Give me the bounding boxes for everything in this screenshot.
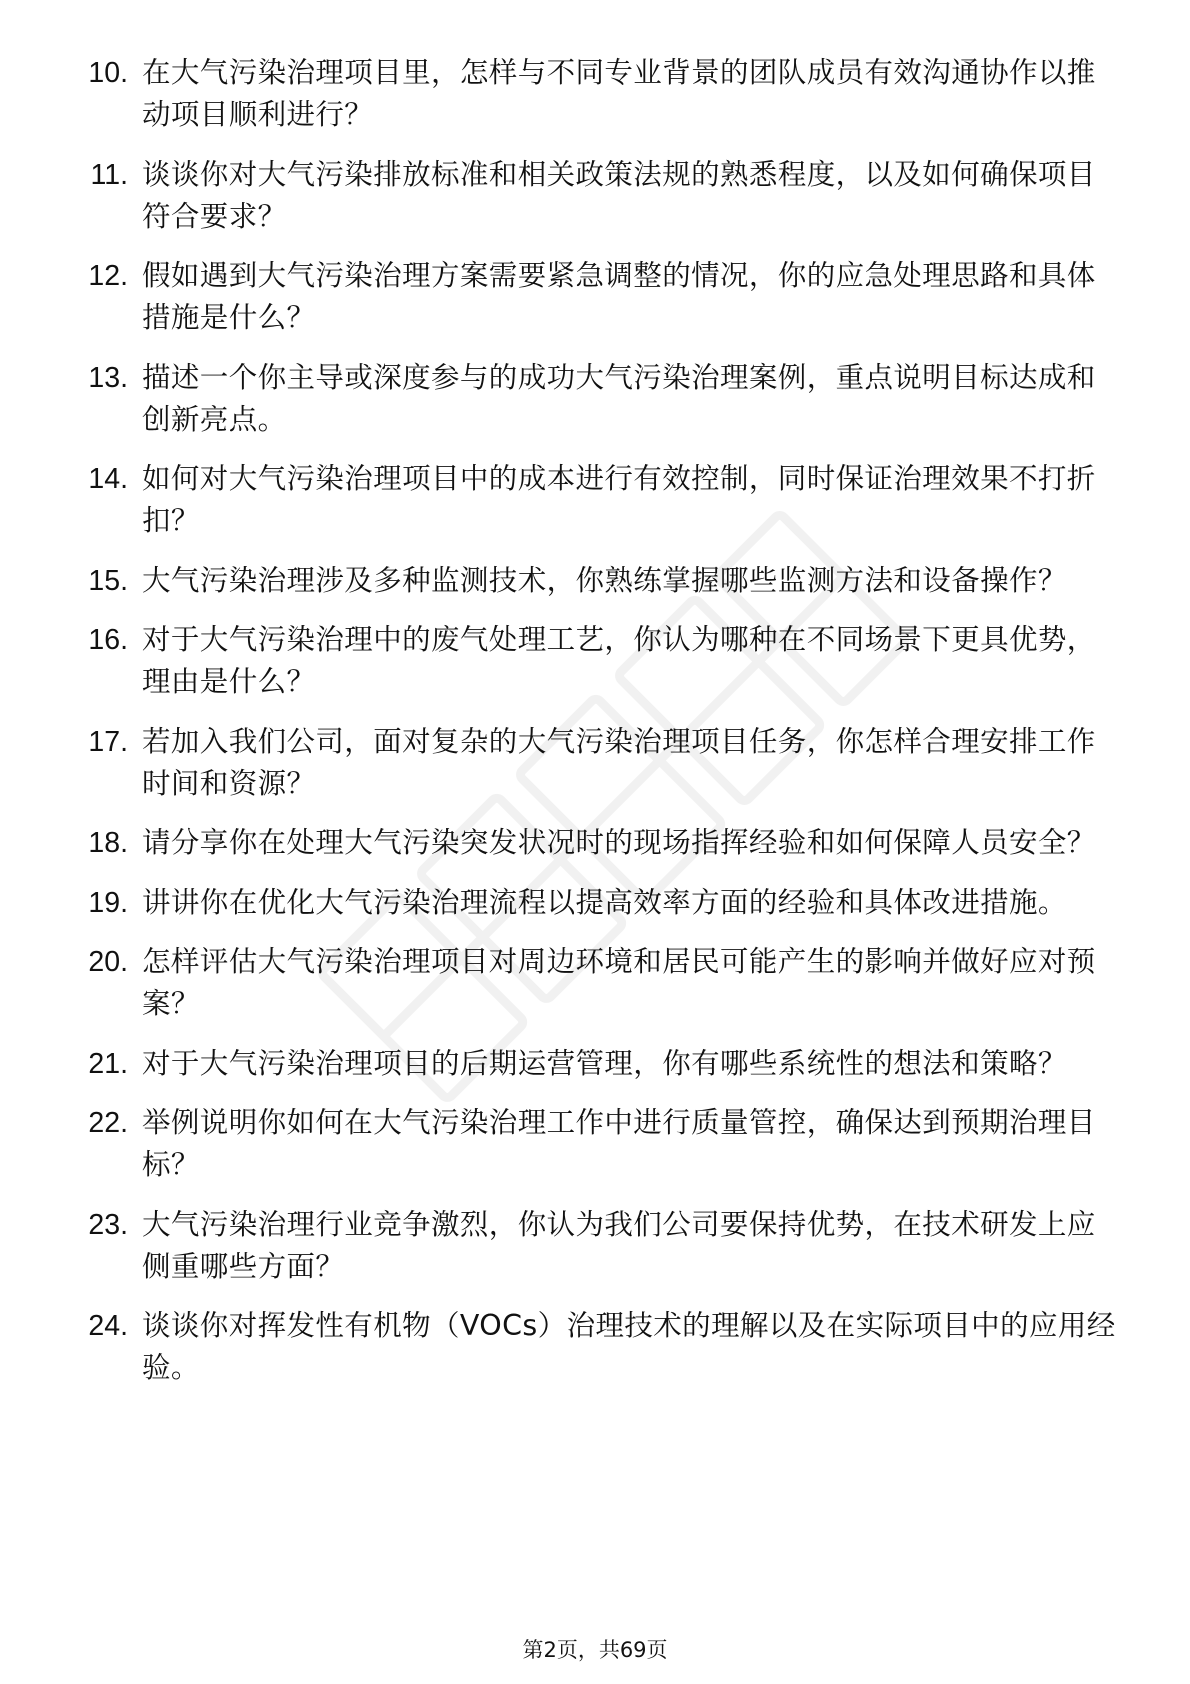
question-item	[56, 52, 1116, 136]
question-number: 15.	[88, 564, 128, 597]
question-number: 22.	[88, 1107, 128, 1139]
question-text: 怎样评估大气污染治理项目对周边环境和居民可能产生的影响并做好应对预案？	[142, 945, 1096, 1020]
question-item	[56, 357, 1116, 441]
question-text: 大气污染治理涉及多种监测技术，你熟练掌握哪些监测方法和设备操作？	[142, 563, 1067, 597]
question-text: 讲讲你在优化大气污染治理流程以提高效率方面的经验和具体改进措施。	[142, 885, 1067, 919]
question-number: 14.	[88, 463, 128, 495]
question-number: 19.	[88, 886, 128, 919]
question-text: 在大气污染治理项目里，怎样与不同专业背景的团队成员有效沟通协作以推动项目顺利进行？	[142, 56, 1096, 131]
question-text: 若加入我们公司，面对复杂的大气污染治理项目任务，你怎样合理安排工作时间和资源？	[142, 724, 1096, 800]
question-text: 请分享你在处理大气污染突发状况时的现场指挥经验和如何保障人员安全？	[142, 826, 1096, 859]
question-text: 大气污染治理行业竞争激烈，你认为我们公司要保持优势，在技术研发上应侧重哪些方面？	[142, 1207, 1096, 1283]
page-footer: 第2页，共69页	[522, 1638, 668, 1662]
question-text: 描述一个你主导或深度参与的成功大气污染治理案例，重点说明目标达成和创新亮点。	[142, 360, 1096, 436]
question-item	[56, 1204, 1116, 1288]
question-number: 24.	[88, 1310, 128, 1342]
question-number: 23.	[88, 1208, 128, 1241]
question-item	[56, 822, 1116, 864]
question-number: 13.	[88, 361, 128, 394]
question-list	[56, 52, 1116, 1407]
question-text: 对于大气污染治理中的废气处理工艺，你认为哪种在不同场景下更具优势，理由是什么？	[142, 623, 1096, 698]
question-text: 对于大气污染治理项目的后期运营管理，你有哪些系统性的想法和策略？	[142, 1046, 1067, 1080]
question-text: 谈谈你对大气污染排放标准和相关政策法规的熟悉程度，以及如何确保项目符合要求？	[142, 157, 1096, 233]
question-item	[56, 560, 1116, 602]
question-item	[56, 619, 1116, 703]
question-item	[56, 1102, 1116, 1186]
question-item	[56, 1305, 1116, 1389]
question-number: 16.	[88, 624, 128, 656]
question-number: 12.	[88, 260, 128, 292]
question-item	[56, 941, 1116, 1025]
question-number: 18.	[88, 827, 128, 859]
question-item	[56, 255, 1116, 339]
question-item	[56, 458, 1116, 542]
question-item	[56, 882, 1116, 924]
question-item	[56, 1043, 1116, 1085]
question-text: 举例说明你如何在大气污染治理工作中进行质量管控，确保达到预期治理目标？	[142, 1106, 1096, 1181]
question-number: 20.	[88, 946, 128, 978]
question-number: 11.	[90, 158, 128, 191]
question-number: 17.	[88, 725, 128, 758]
question-number: 21.	[88, 1047, 128, 1080]
question-item	[56, 154, 1116, 238]
question-item	[56, 721, 1116, 805]
question-text: 假如遇到大气污染治理方案需要紧急调整的情况，你的应急处理思路和具体措施是什么？	[142, 259, 1096, 334]
question-text: 谈谈你对挥发性有机物（VOCs）治理技术的理解以及在实际项目中的应用经验。	[142, 1309, 1116, 1384]
question-text: 如何对大气污染治理项目中的成本进行有效控制，同时保证治理效果不打折扣？	[142, 462, 1096, 537]
question-number: 10.	[88, 57, 128, 89]
